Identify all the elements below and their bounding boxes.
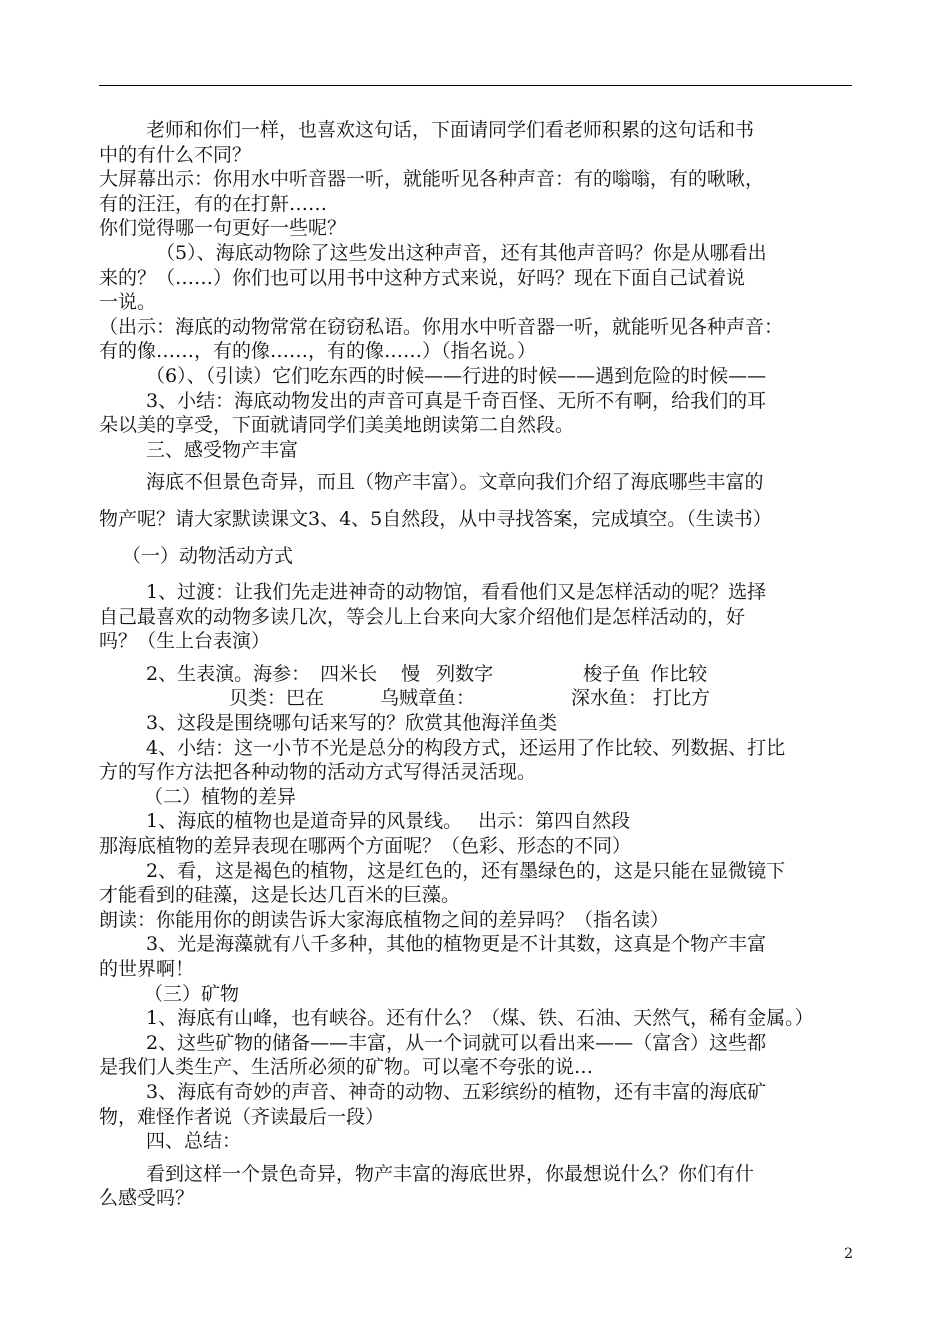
text-line: 3、光是海藻就有八千多种，其他的植物更是不计其数，这真是个物产丰富 [146,933,767,956]
text-line: 么感受吗？ [99,1187,195,1210]
text-run: 四米长 [320,662,378,685]
section-heading: 四、总结： [146,1130,242,1153]
text-line: 方的写作方法把各种动物的活动方式写得活灵活现。 [99,761,537,784]
performance-row [99,686,859,711]
text-line: 看到这样一个景色奇异，物产丰富的海底世界，你最想说什么？你们有什 [146,1162,755,1185]
text-run: 慢 [401,662,421,685]
text-line: （出示：海底的动物常常在窃窃私语。你用水中听音器一听，就能听见各种声音： [99,315,784,338]
text-line: （5）、海底动物除了这些发出这种声音，还有其他声音吗？你是从哪看出 [156,241,767,264]
text-line: 2、看，这是褐色的植物，这是红色的，还有墨绿色的，这是只能在显微镜下 [146,859,786,882]
text-line: 有的像……，有的像……，有的像……）（指名说。） [99,340,537,363]
text-line: 的世界啊！ [99,958,195,980]
text-run: 乌贼章鱼： [380,687,476,710]
text-line: 3、小结：海底动物发出的声音可真是千奇百怪、无所不有啊，给我们的耳 [146,389,767,412]
text-run: 梭子鱼 [583,662,641,685]
text-run: 深水鱼： [571,687,648,710]
text-line: 来的？（……）你们也可以用书中这种方式来说，好吗？现在下面自己试着说 [99,266,746,289]
subsection-heading: （一）动物活动方式 [122,544,294,567]
text-line [99,809,859,834]
text-run: 2、生表演。海参： [146,662,311,685]
text-line: 朵以美的享受，下面就请同学们美美地朗读第二自然段。 [99,414,575,437]
text-line: 有的汪汪，有的在打鼾…… [99,192,328,215]
subsection-heading: （二）植物的差异 [144,785,297,808]
text-line: 老师和你们一样，也喜欢这句话，下面请同学们看老师积累的这句话和书 [146,119,755,141]
text-line: 物，难怪作者说（齐读最后一段） [99,1105,385,1128]
text-line: 3、这段是围绕哪句话来写的？欣赏其他海洋鱼类 [146,712,558,735]
text-line: 那海底植物的差异表现在哪两个方面呢？（色彩、形态的不同） [99,835,632,858]
text-line: （6）、（引读）它们吃东西的时候——行进的时候——遇到危险的时候—— [146,364,767,387]
text-line: 1、海底有山峰，也有峡谷。还有什么？（煤、铁、石油、天然气，稀有金属。） [146,1007,814,1030]
text-line: 自己最喜欢的动物多读几次，等会儿上台来向大家介绍他们是怎样活动的，好 [99,605,746,628]
text-line: 吗？（生上台表演） [99,630,271,653]
text-line: 才能看到的硅藻，这是长达几百米的巨藻。 [99,884,461,907]
text-line: 4、小结：这一小节不光是总分的构段方式，还运用了作比较、列数据、打比 [146,736,786,759]
text-line: 2、这些矿物的储备——丰富，从一个词就可以看出来——（富含）这些都 [146,1031,767,1054]
text-line: 是我们人类生产、生活所必须的矿物。可以毫不夸张的说… [99,1056,594,1079]
text-line: 物产呢？请大家默读课文3、4、5自然段，从中寻找答案，完成填空。（生读书） [99,507,772,530]
header-rule [99,85,852,86]
text-line: 海底不但景色奇异，而且（物产丰富）。文章向我们介绍了海底哪些丰富的 [146,471,764,494]
performance-row [99,662,859,687]
page-number: 2 [844,1246,853,1262]
text-line: 朗读：你能用你的朗读告诉大家海底植物之间的差异吗？（指名读） [99,908,670,931]
text-line: 一说。 [99,291,157,314]
text-run: 贝类：巴在 [229,687,325,710]
text-line: 你们觉得哪一句更好一些呢？ [99,217,347,240]
text-run: 列数字 [436,662,494,685]
document-body [99,118,859,1211]
subsection-heading: （三）矿物 [144,982,240,1005]
text-line: 大屏幕出示：你用水中听音器一听，就能听见各种声音：有的嗡嗡，有的啾啾， [99,168,765,191]
section-heading: 三、感受物产丰富 [146,438,299,461]
text-line: 3、海底有奇妙的声音、神奇的动物、五彩缤纷的植物，还有丰富的海底矿 [146,1080,767,1103]
text-line: 1、过渡：让我们先走进神奇的动物馆，看看他们又是怎样活动的呢？选择 [146,581,767,604]
text-run: 作比较 [650,662,708,685]
text-run: 打比方 [653,687,711,710]
text-run: 出示：第四自然段 [478,810,631,833]
text-run: 1、海底的植物也是道奇异的风景线。 [146,810,463,833]
text-line: 中的有什么不同？ [99,143,252,166]
